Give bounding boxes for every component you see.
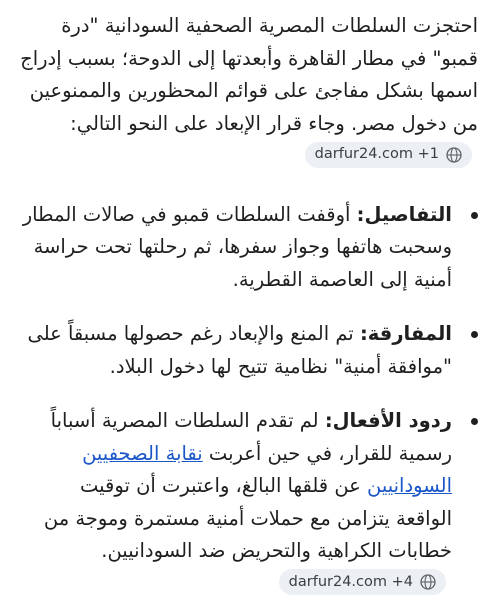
- list-item-paradox: [20, 318, 478, 383]
- bullet-icon: [471, 331, 478, 338]
- list-item-details: [20, 199, 478, 297]
- intro-text: احتجزت السلطات المصرية الصحفية السودانية "درة قمبو" في مطار القاهرة وأبعدتها إلى الدوحة؛ بسبب إدراج اسمها بشكل مفاجئ على قوائم المحظورين والممنوعين من دخول مصر. وجاء قرار الإبعاد على النحو التالي:: [20, 14, 478, 135]
- bullet-icon: [471, 418, 478, 425]
- point-text: تم المنع والإبعاد رغم حصولها مسبقاً على "موافقة أمنية" نظامية تتيح لها دخول البلاد.: [27, 322, 452, 378]
- point-text: أوقفت السلطات قمبو في صالات المطار وسحبت هاتفها وجواز سفرها، ثم رحلتها تحت حراسة أمنية إلى العاصمة القطرية.: [23, 203, 452, 291]
- point-text-after-link: عن قلقها البالغ، واعتبرت أن توقيت الواقعة يتزامن مع حملات أمنية مستمرة وموجة من خطابات الكراهية والتحريض ضد السودانيين.: [44, 474, 452, 562]
- source-chip[interactable]: [305, 142, 472, 168]
- globe-icon: [420, 574, 436, 590]
- source-chip-label: darfur24.com +4: [289, 566, 413, 599]
- bullet-icon: [471, 212, 478, 219]
- point-term: ردود الأفعال:: [325, 409, 452, 432]
- list-item-reactions: [20, 405, 478, 600]
- point-term: المفارقة:: [360, 322, 452, 345]
- source-chip-label: darfur24.com +1: [315, 138, 439, 171]
- points-list: [20, 199, 478, 600]
- intro-paragraph: [20, 10, 478, 173]
- globe-icon: [446, 147, 462, 163]
- union-link[interactable]: نقابة الصحفيين السودانيين: [82, 442, 452, 498]
- source-chip[interactable]: [279, 569, 446, 595]
- point-text-before-link: لم تقدم السلطات المصرية أسباباً رسمية للقرار، في حين أعربت: [51, 409, 452, 465]
- point-term: التفاصيل:: [357, 203, 452, 226]
